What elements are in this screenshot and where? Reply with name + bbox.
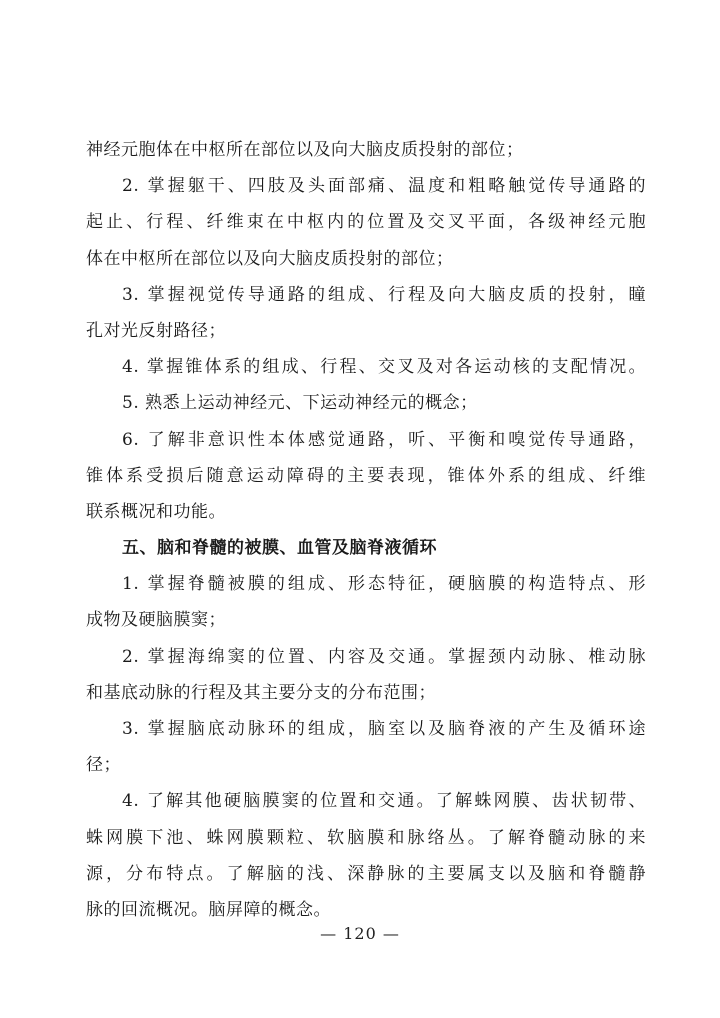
text-line: 和基底动脉的行程及其主要分支的分布范围； bbox=[86, 682, 436, 703]
text-line: 起止、行程、纤维束在中枢内的位置及交叉平面，各级神经元胞 bbox=[86, 212, 646, 233]
text-line: 脉的回流概况。脑屏障的概念。 bbox=[86, 899, 331, 920]
text-line: 1. 掌握脊髓被膜的组成、形态特征，硬脑膜的构造特点、形 bbox=[122, 574, 646, 595]
section-heading: 五、脑和脊髓的被膜、血管及脑脊液循环 bbox=[122, 538, 437, 559]
text-line: 4. 了解其他硬脑膜窦的位置和交通。了解蛛网膜、齿状韧带、 bbox=[122, 791, 646, 812]
text-line: 成物及硬脑膜窦； bbox=[86, 610, 226, 631]
text-line: 体在中枢所在部位以及向大脑皮质投射的部位； bbox=[86, 248, 454, 269]
body-text bbox=[86, 132, 646, 928]
text-line: 4. 掌握锥体系的组成、行程、交叉及对各运动核的支配情况。 bbox=[122, 357, 646, 378]
text-line: 3. 掌握脑底动脉环的组成，脑室以及脑脊液的产生及循环途 bbox=[122, 719, 646, 739]
text-line: 源，分布特点。了解脑的浅、深静脉的主要属支以及脑和脊髓静 bbox=[86, 863, 646, 884]
text-line: 径； bbox=[86, 755, 121, 776]
text-line: 蛛网膜下池、蛛网膜颗粒、软脑膜和脉络丛。了解脊髓动脉的来 bbox=[86, 827, 646, 848]
text-line: 2. 掌握躯干、四肢及头面部痛、温度和粗略触觉传导通路的 bbox=[122, 176, 646, 197]
text-line: 神经元胞体在中枢所在部位以及向大脑皮质投射的部位； bbox=[86, 140, 524, 160]
text-line: 锥体系受损后随意运动障碍的主要表现，锥体外系的组成、纤维 bbox=[86, 465, 646, 486]
text-line: 2. 掌握海绵窦的位置、内容及交通。掌握颈内动脉、椎动脉 bbox=[122, 646, 646, 667]
text-line: 6. 了解非意识性本体感觉通路，听、平衡和嗅觉传导通路， bbox=[122, 429, 646, 450]
text-line: 5. 熟悉上运动神经元、下运动神经元的概念； bbox=[122, 393, 478, 414]
text-line: 3. 掌握视觉传导通路的组成、行程及向大脑皮质的投射，瞳 bbox=[122, 284, 646, 305]
text-line: 联系概况和功能。 bbox=[86, 501, 226, 522]
text-line: 孔对光反射路径； bbox=[86, 320, 226, 341]
page-number: — 120 — bbox=[320, 924, 400, 943]
